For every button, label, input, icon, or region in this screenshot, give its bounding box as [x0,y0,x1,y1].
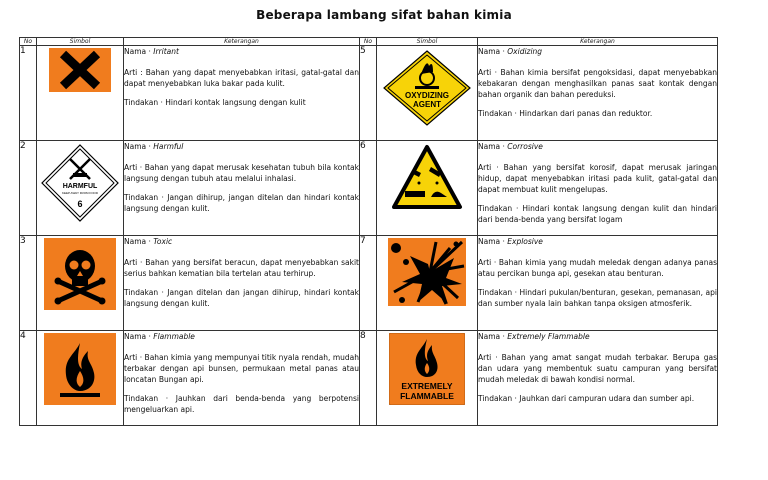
table-header-row [20,38,718,46]
item-name: Nama · Oxidizing [478,47,543,56]
item-number: 8 [360,331,377,426]
item-name: Nama · Harmful [124,142,184,151]
item-number: 6 [360,141,377,236]
item-name: Nama · Toxic [124,237,173,246]
item-tindakan: Tindakan · Jauhkan dari benda-benda yang berpotensi mengeluarkan api. [124,394,359,414]
description-cell [478,236,718,331]
item-number: 7 [360,236,377,331]
item-number: 4 [20,331,37,426]
item-tindakan: Tindakan · Jauhkan dari campuran udara dan sumber api. [478,394,695,403]
symbol-cell [37,236,124,331]
item-number: 1 [20,46,37,141]
symbol-cell [37,141,124,236]
symbol-cell [377,331,478,426]
oxidizing-label-1: OXYDIZING [404,91,450,100]
symbol-cell [37,331,124,426]
item-tindakan: Tindakan · Hindari kontak langsung dengan kulit [124,98,306,107]
header-simbol: Simbol [377,38,478,46]
item-name: Nama · Explosive [478,237,543,246]
description-cell [478,141,718,236]
description-cell [478,46,718,141]
irritant-x-icon [49,48,111,92]
flammable-label-1: EXTREMELY [401,381,453,391]
extremely-flammable-icon [389,333,465,405]
header-simbol: Simbol [37,38,124,46]
item-name: Nama · Irritant [124,47,179,56]
description-cell [124,236,360,331]
header-keterangan: Keterangan [478,38,718,46]
item-arti: Arti · Bahan yang amat sangat mudah terbakar. Berupa gas dan udara yang membentuk suatu campuran yang bersifat mudah meledak di bawah kondisi normal. [478,353,717,384]
table-row [20,331,718,426]
item-arti: Arti : Bahan yang dapat menyebabkan iritasi, gatal-gatal dan dapat menyebabkan luka bakar pada kulit. [124,68,359,88]
item-tindakan: Tindakan · Jangan dihirup, jangan ditelan dan hindari kontak langsung dengan kulit. [124,193,359,213]
header-no: No [360,38,377,46]
flammable-label-2: FLAMMABLE [400,391,454,401]
item-name: Nama · Extremely Flammable [478,332,590,341]
symbol-cell [37,46,124,141]
symbol-cell [377,46,478,141]
item-arti: Arti · Bahan yang bersifat korosif, dapat merusak jaringan hidup, dapat menyebabkan iritasi pada kulit, gatal-gatal dan dapat membuat kulit mengelupas. [478,163,717,194]
item-number: 5 [360,46,377,141]
item-name: Nama · Corrosive [478,142,543,151]
flame-icon [44,333,116,405]
item-tindakan: Tindakan · Hindari kontak langsung dengan kulit dan hindari dari benda-benda yang bersifat logam [478,204,717,224]
description-cell [124,331,360,426]
table-row [20,46,718,141]
item-arti: Arti · Bahan kimia yang mudah meledak dengan adanya panas atau percikan bunga api, gesekan atau benturan. [478,258,717,278]
harmful-small-label: KEEP AWAY FROM FOOD [61,191,99,195]
oxidizing-label-2: AGENT [413,100,441,109]
item-name: Nama · Flammable [124,332,195,341]
item-arti: Arti · Bahan kimia yang mempunyai titik nyala rendah, mudah terbakar dengan api bunsen, permukaan metal panas atau loncatan Bungan api. [124,353,359,384]
explosive-icon [388,238,466,306]
item-arti: Arti · Bahan kimia bersifat pengoksidasi, dapat menyebabkan kebakaran dengan menghasilkan panas saat kontak dengan bahan organik dan bahan pereduksi. [478,68,717,99]
item-tindakan: Tindakan · Hindari pukulan/benturan, gesekan, pemanasan, api dan sumber nyala lain bahkan tanpa oksigen atmosferik. [478,288,717,308]
table-row [20,141,718,236]
item-arti: Arti · Bahan yang dapat merusak kesehatan tubuh bila kontak langsung dengan tubuh atau melalui inhalasi. [124,163,359,183]
description-cell [478,331,718,426]
page-title: Beberapa lambang sifat bahan kimia [256,8,512,22]
item-number: 3 [20,236,37,331]
table-row [20,236,718,331]
harmful-class-number: 6 [77,199,83,209]
harmful-label: HARMFUL [62,183,98,190]
item-number: 2 [20,141,37,236]
header-keterangan: Keterangan [124,38,360,46]
description-cell [124,141,360,236]
item-tindakan: Tindakan · Jangan ditelan dan jangan dihirup, hindari kontak langsung dengan kulit. [124,288,359,308]
description-cell [124,46,360,141]
skull-crossbones-icon [44,238,116,310]
symbol-cell [377,141,478,236]
header-no: No [20,38,37,46]
item-arti: Arti · Bahan yang bersifat beracun, dapat menyebabkan sakit serius bahkan kematian bila tertelan atau terhirup. [124,258,359,278]
harmful-diamond-icon [40,143,120,223]
symbol-cell [377,236,478,331]
oxidizing-agent-icon [381,48,473,128]
item-tindakan: Tindakan · Hindarkan dari panas dan reduktor. [478,109,653,118]
corrosive-icon [391,143,463,213]
hazard-symbols-table [19,37,718,426]
